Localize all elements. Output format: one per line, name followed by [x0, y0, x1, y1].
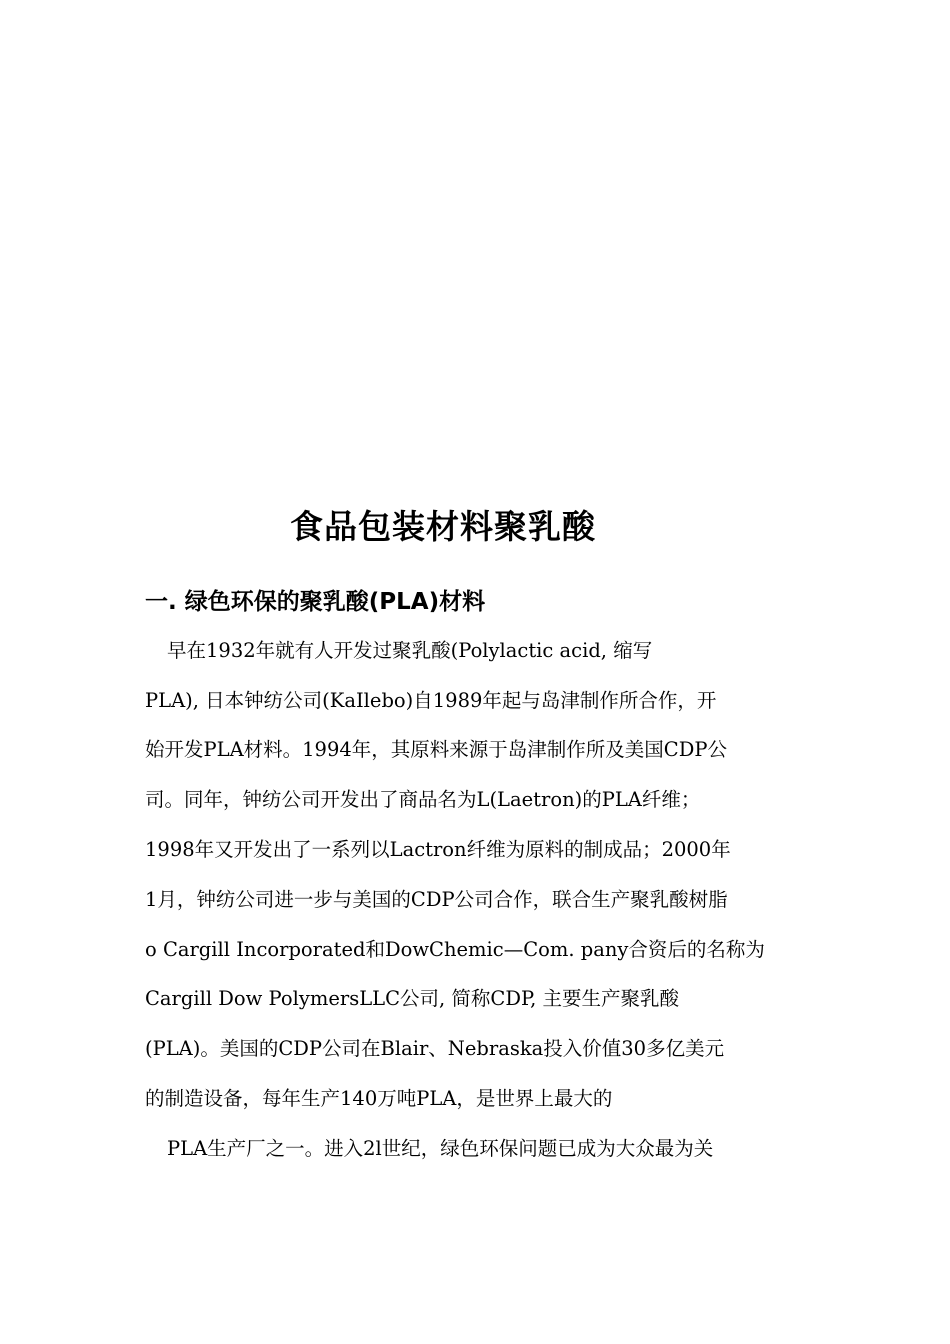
- paragraph-line: 早在1932年就有人开发过聚乳酸(Polylactic acid, 缩写: [167, 639, 653, 662]
- paragraph-line: 1月，钟纺公司进一步与美国的CDP公司合作，联合生产聚乳酸树脂: [145, 888, 728, 911]
- paragraph-line: o Cargill Incorporated和DowChemic—Com. pany合资后的名称为: [145, 938, 765, 961]
- paragraph-line: (PLA)。美国的CDP公司在Blair、Nebraska投入价值30多亿美元: [145, 1037, 725, 1060]
- document-title: 食品包装材料聚乳酸: [290, 507, 596, 546]
- paragraph-line: Cargill Dow PolymersLLC公司, 简称CDP, 主要生产聚乳酸: [145, 987, 680, 1010]
- paragraph-line: 的制造设备，每年生产140万吨PLA，是世界上最大的: [145, 1087, 613, 1110]
- paragraph-line: 1998年又开发出了一系列以Lactron纤维为原料的制成品；2000年: [145, 838, 731, 861]
- paragraph-line: PLA生产厂之一。进入2l世纪，绿色环保问题已成为大众最为关: [167, 1137, 714, 1160]
- paragraph-line: 司。同年，钟纺公司开发出了商品名为L(Laetron)的PLA纤维；: [145, 788, 701, 811]
- paragraph-line: PLA), 日本钟纺公司(KaIlebo)自1989年起与岛津制作所合作，开: [145, 689, 717, 712]
- section-heading: 一. 绿色环保的聚乳酸(PLA)材料: [145, 589, 486, 615]
- paragraph-line: 始开发PLA材料。1994年，其原料来源于岛津制作所及美国CDP公: [145, 738, 727, 761]
